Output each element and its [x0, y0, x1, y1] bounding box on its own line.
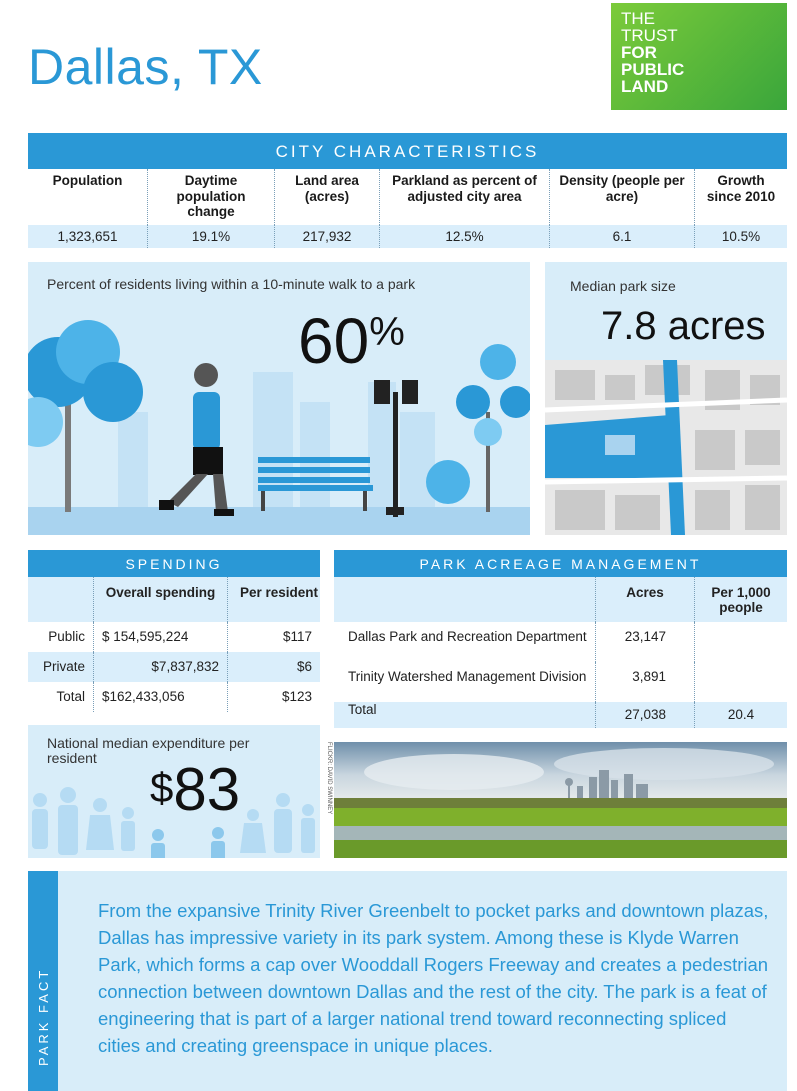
table-row — [28, 622, 320, 652]
logo-line-3: FOR — [621, 43, 657, 62]
agency-name: Trinity Watershed Management Division — [334, 662, 596, 702]
national-median-panel — [28, 725, 320, 858]
spending-per-resident: $117 — [282, 629, 312, 644]
column-header: Parkland as percent of adjusted city area — [380, 169, 550, 225]
logo-line-1: THE — [621, 9, 655, 28]
national-amount: 83 — [173, 756, 241, 823]
table-header-row — [28, 169, 787, 225]
spending-per-resident: $6 — [296, 659, 312, 674]
table-row — [28, 225, 787, 248]
median-park-panel — [545, 262, 787, 535]
spending-type: Private — [28, 652, 94, 682]
city-characteristics-table — [28, 133, 787, 248]
walk-label: Percent of residents living within a 10-minute walk to a park — [47, 276, 416, 292]
table-row — [28, 652, 320, 682]
parkland-percent-value: 12.5% — [380, 225, 550, 248]
agency-per-1000: 20.4 — [727, 707, 755, 722]
column-header: Overall spending — [94, 577, 228, 622]
agency-name: Total — [334, 702, 596, 728]
park-fact-band — [28, 871, 58, 1091]
national-dollar-symbol: $ — [150, 764, 174, 811]
skyline-photo-illustration — [334, 742, 787, 858]
city-characteristics-title: CITY CHARACTERISTICS — [28, 133, 787, 169]
photo-credit — [324, 742, 334, 858]
walk-percent-value: 60 — [298, 305, 370, 377]
median-park-value: 7.8 acres — [601, 304, 766, 348]
spending-overall: $ 154,595,224 — [94, 622, 228, 652]
agency-name: Dallas Park and Recreation Department — [334, 622, 596, 662]
table-header-row — [28, 577, 320, 622]
column-header: Density (people per acre) — [550, 169, 695, 225]
trust-for-public-land-logo — [611, 3, 787, 110]
spending-per-resident: $123 — [281, 689, 312, 704]
spending-table — [28, 550, 320, 712]
agency-per-1000 — [695, 622, 787, 662]
population-value: 1,323,651 — [28, 225, 148, 248]
table-row — [28, 682, 320, 712]
column-header: Per resident — [239, 585, 319, 600]
land-area-value: 217,932 — [275, 225, 380, 248]
city-title: Dallas, TX — [28, 39, 263, 95]
table-row — [334, 622, 787, 662]
spending-type: Public — [28, 622, 94, 652]
column-header — [334, 577, 596, 622]
column-header: Daytime population change — [148, 169, 275, 225]
table-header-row — [334, 577, 787, 622]
column-header — [28, 577, 94, 622]
photo-credit-text: FLICKR: DAVID SWINNEY — [326, 742, 332, 815]
park-acreage-title: PARK ACREAGE MANAGEMENT — [334, 550, 787, 577]
column-header: Growth since 2010 — [706, 173, 776, 204]
median-park-label: Median park size — [570, 278, 676, 294]
agency-acres: 3,891 — [596, 662, 695, 702]
spending-type: Total — [28, 682, 94, 712]
park-acreage-table — [334, 550, 787, 730]
agency-per-1000 — [695, 662, 787, 702]
table-row — [334, 702, 787, 728]
agency-acres: 27,038 — [596, 702, 695, 728]
agency-acres: 23,147 — [596, 622, 695, 662]
park-fact-label: PARK FACT — [36, 967, 51, 1066]
walk-percent — [298, 304, 405, 378]
national-median-label: National median expenditure per resident — [47, 735, 250, 766]
park-fact-panel — [28, 871, 787, 1091]
column-header: Acres — [596, 577, 695, 622]
park-fact-text: From the expansive Trinity River Greenbelt to pocket parks and downtown plazas, Dallas has impressive variety in its park system. Among these is Klyde Warren Park, which forms a cap over Wooddall Rogers Freeway and creates a pedestrian connection between downtown Dallas and the rest of the city. The park is a feat of engineering that is part of a larger national trend toward reconnecting spliced cities and creating greenspace in unique places. — [98, 900, 769, 1056]
logo-line-5: LAND — [621, 77, 669, 96]
spending-overall: $7,837,832 — [94, 652, 228, 682]
daytime-change-value: 19.1% — [148, 225, 275, 248]
city-map-illustration — [545, 360, 787, 535]
column-header: Per 1,000 people — [711, 585, 771, 615]
logo-line-2: TRUST — [621, 26, 678, 45]
column-header: Population — [28, 169, 148, 225]
spending-title: SPENDING — [28, 550, 320, 577]
walk-to-park-panel — [28, 262, 530, 535]
growth-value: 10.5% — [721, 229, 761, 244]
table-row — [334, 662, 787, 702]
spending-overall: $162,433,056 — [94, 682, 228, 712]
density-value: 6.1 — [550, 225, 695, 248]
national-median-value — [150, 755, 240, 824]
logo-line-4: PUBLIC — [621, 60, 685, 79]
walk-percent-symbol: % — [369, 310, 405, 354]
park-walker-illustration — [28, 262, 530, 535]
dallas-skyline-photo — [334, 742, 787, 858]
column-header: Land area (acres) — [275, 169, 380, 225]
